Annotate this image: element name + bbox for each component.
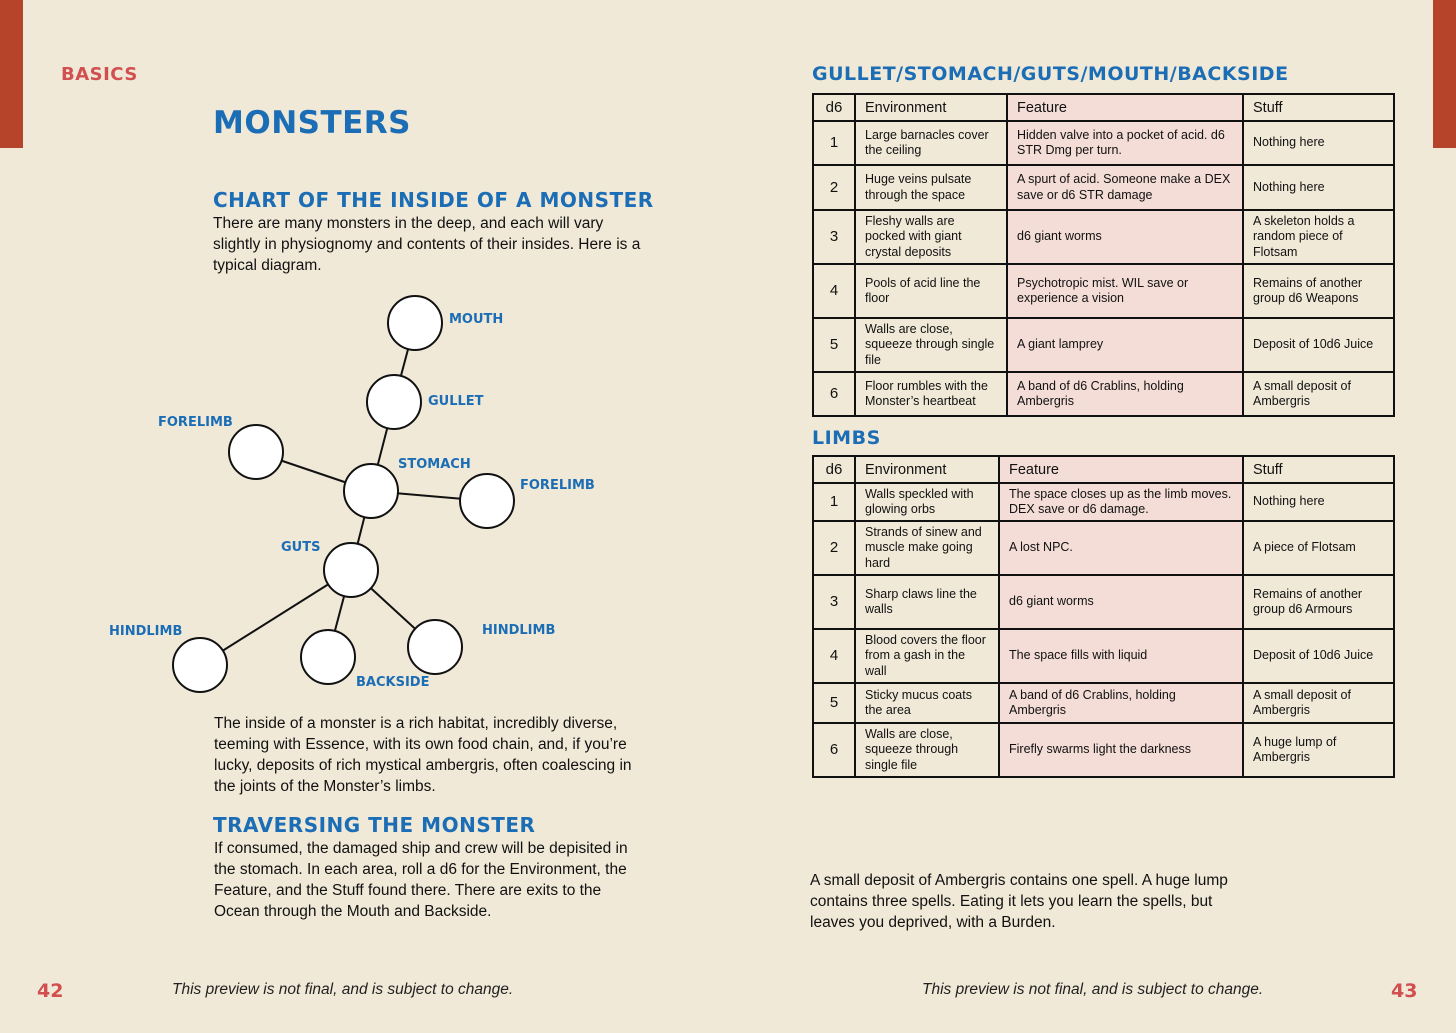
table-row	[813, 629, 1394, 683]
header-cell-environment: Environment	[855, 94, 1007, 121]
cell-stuff: Nothing here	[1243, 165, 1394, 210]
disclaimer-left: This preview is not final, and is subject to change.	[172, 981, 514, 998]
monster-diagram	[100, 285, 595, 705]
node-forelimb-right	[460, 474, 514, 528]
node-gullet	[367, 375, 421, 429]
table-row	[813, 318, 1394, 372]
page-number-left: 42	[37, 980, 64, 1002]
disclaimer-right: This preview is not final, and is subject to change.	[922, 981, 1264, 998]
table-row	[813, 483, 1394, 521]
cell-feature: d6 giant worms	[999, 575, 1243, 629]
cell-d6: 3	[813, 575, 855, 629]
section-label: BASICS	[61, 64, 138, 85]
header-cell-environment: Environment	[855, 456, 999, 483]
cell-stuff: Nothing here	[1243, 121, 1394, 165]
cell-d6: 6	[813, 372, 855, 416]
header-cell-stuff: Stuff	[1243, 456, 1394, 483]
table-row	[813, 210, 1394, 264]
header-cell-d6: d6	[813, 456, 855, 483]
cell-stuff: Deposit of 10d6 Juice	[1243, 629, 1394, 683]
label-hindlimb-left: HINDLIMB	[109, 624, 183, 639]
label-hindlimb-right: HINDLIMB	[482, 623, 556, 638]
table-row	[813, 575, 1394, 629]
cell-feature: A band of d6 Crablins, holding Ambergris	[999, 683, 1243, 723]
gullet-table-heading: GULLET/STOMACH/GUTS/MOUTH/BACKSIDE	[812, 63, 1289, 85]
cell-environment: Blood covers the floor from a gash in the wall	[855, 629, 999, 683]
cell-stuff: A piece of Flotsam	[1243, 521, 1394, 575]
cell-environment: Walls are close, squeeze through single file	[855, 318, 1007, 372]
label-forelimb-left: FORELIMB	[158, 415, 233, 430]
cell-d6: 4	[813, 629, 855, 683]
cell-feature: Psychotropic mist. WIL save or experience a vision	[1007, 264, 1243, 318]
table-row	[813, 683, 1394, 723]
table-row	[813, 521, 1394, 575]
intro-paragraph: There are many monsters in the deep, and each will vary slightly in physiognomy and contents of their insides. Here is a typical diagram.	[213, 215, 641, 274]
table-row	[813, 264, 1394, 318]
page-title: MONSTERS	[213, 105, 411, 141]
node-stomach	[344, 464, 398, 518]
table-row	[813, 165, 1394, 210]
label-gullet: GULLET	[428, 394, 484, 409]
habitat-paragraph: The inside of a monster is a rich habitat, incredibly diverse, teeming with Essence, with its own food chain, and, if you’re lucky, deposits of rich mystical ambergris, often coalescing in the joints of the Monster’s limbs.	[214, 715, 632, 795]
cell-stuff: A huge lump of Ambergris	[1243, 723, 1394, 777]
label-guts: GUTS	[281, 540, 321, 555]
cell-stuff: A small deposit of Ambergris	[1243, 683, 1394, 723]
node-hindlimb-right	[408, 620, 462, 674]
cell-d6: 1	[813, 121, 855, 165]
cell-d6: 2	[813, 165, 855, 210]
cell-stuff: Remains of another group d6 Armours	[1243, 575, 1394, 629]
node-forelimb-left	[229, 425, 283, 479]
cell-feature: The space closes up as the limb moves. DEX save or d6 damage.	[999, 483, 1243, 521]
cell-feature: The space fills with liquid	[999, 629, 1243, 683]
cell-stuff: A small deposit of Ambergris	[1243, 372, 1394, 416]
table-row	[813, 121, 1394, 165]
cell-stuff: A skeleton holds a random piece of Flotsam	[1243, 210, 1394, 264]
cell-feature: d6 giant worms	[1007, 210, 1243, 264]
node-backside	[301, 630, 355, 684]
cell-feature: A lost NPC.	[999, 521, 1243, 575]
header-cell-feature: Feature	[999, 456, 1243, 483]
cell-d6: 6	[813, 723, 855, 777]
page-edge-bar-left	[0, 0, 23, 148]
cell-stuff: Deposit of 10d6 Juice	[1243, 318, 1394, 372]
cell-d6: 2	[813, 521, 855, 575]
cell-environment: Fleshy walls are pocked with giant crystal deposits	[855, 210, 1007, 264]
table-row	[813, 372, 1394, 416]
table-row	[813, 723, 1394, 777]
cell-feature: A giant lamprey	[1007, 318, 1243, 372]
table-header-row	[813, 94, 1394, 121]
cell-feature: Firefly swarms light the darkness	[999, 723, 1243, 777]
page-edge-bar-right	[1433, 0, 1456, 148]
cell-environment: Strands of sinew and muscle make going hard	[855, 521, 999, 575]
cell-d6: 1	[813, 483, 855, 521]
label-backside: BACKSIDE	[356, 675, 430, 690]
cell-environment: Pools of acid line the floor	[855, 264, 1007, 318]
cell-stuff: Nothing here	[1243, 483, 1394, 521]
traverse-heading: TRAVERSING THE MONSTER	[213, 813, 536, 837]
cell-environment: Walls speckled with glowing orbs	[855, 483, 999, 521]
cell-d6: 4	[813, 264, 855, 318]
cell-d6: 3	[813, 210, 855, 264]
header-cell-stuff: Stuff	[1243, 94, 1394, 121]
cell-feature: Hidden valve into a pocket of acid. d6 STR Dmg per turn.	[1007, 121, 1243, 165]
label-stomach: STOMACH	[398, 457, 471, 472]
node-hindlimb-left	[173, 638, 227, 692]
header-cell-d6: d6	[813, 94, 855, 121]
node-mouth	[388, 296, 442, 350]
header-cell-feature: Feature	[1007, 94, 1243, 121]
cell-stuff: Remains of another group d6 Weapons	[1243, 264, 1394, 318]
cell-environment: Large barnacles cover the ceiling	[855, 121, 1007, 165]
node-guts	[324, 543, 378, 597]
table-header-row	[813, 456, 1394, 483]
chart-heading: CHART OF THE INSIDE OF A MONSTER	[213, 188, 654, 212]
cell-feature: A band of d6 Crablins, holding Ambergris	[1007, 372, 1243, 416]
limbs-table-heading: LIMBS	[812, 427, 881, 449]
label-mouth: MOUTH	[449, 312, 504, 327]
cell-environment: Floor rumbles with the Monster’s heartbeat	[855, 372, 1007, 416]
cell-environment: Huge veins pulsate through the space	[855, 165, 1007, 210]
cell-d6: 5	[813, 318, 855, 372]
cell-d6: 5	[813, 683, 855, 723]
cell-environment: Sharp claws line the walls	[855, 575, 999, 629]
ambergris-note: A small deposit of Ambergris contains one spell. A huge lump contains three spells. Eating it lets you learn the spells, but leaves you deprived, with a Burden.	[810, 872, 1228, 931]
limbs-table	[812, 455, 1395, 778]
label-forelimb-right: FORELIMB	[520, 478, 595, 493]
cell-environment: Sticky mucus coats the area	[855, 683, 999, 723]
cell-feature: A spurt of acid. Someone make a DEX save or d6 STR damage	[1007, 165, 1243, 210]
gullet-table	[812, 93, 1395, 417]
traverse-paragraph: If consumed, the damaged ship and crew will be depisited in the stomach. In each area, roll a d6 for the Environment, the Feature, and the Stuff found there. There are exits to the Ocean through the Mouth and Backside.	[214, 840, 628, 920]
cell-environment: Walls are close, squeeze through single file	[855, 723, 999, 777]
page-number-right: 43	[1391, 980, 1418, 1002]
